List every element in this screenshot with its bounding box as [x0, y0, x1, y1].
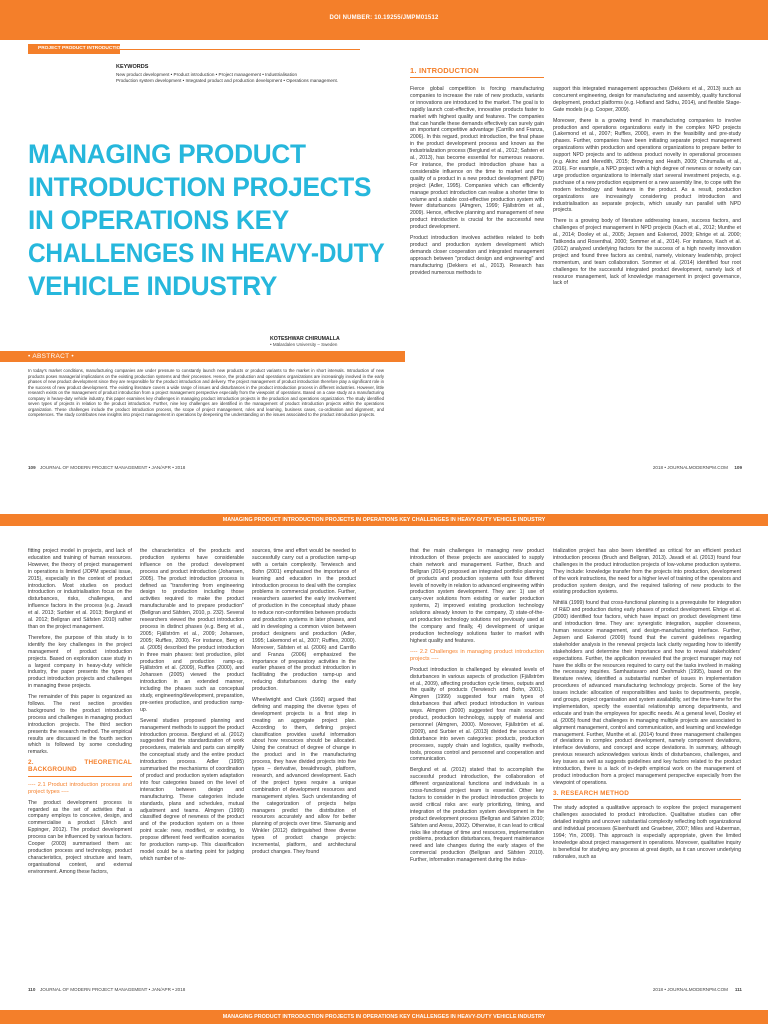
paragraph: that the main challenges in managing new product introduction of these projects are associated to supply chain network and management. Further, Bruch and Bellgran (2014) proposed an integrated portfolio planning of products and production systems with four different levels of novelty in relation to advanced engineering within production system development. They are: 1) use of carry-over solutions from existing or earlier production systems, 2) improved existing production technology solutions already known to the company, 3) state-of-the-art production technology solutions not previously used at the company and finally, 4) development of unique production technology solutions faster to market with highest quality and features. [410, 548, 544, 644]
subsection-heading-2-1: ---- 2.1 Product introduction process and project types ---- [28, 781, 132, 795]
header-tag-rule [120, 49, 360, 50]
paragraph: The study adopted a qualitative approach to explore the project management challenges associated to product introduction. Qualitative studies can offer detailed insights and uncover substantial complexity reflecting both organizational and individual processes (Eisenhardt and Graebner, 2007; Miles and Huberman, 1994; Yin, 2009). This approach is especially appropriate, given the limited knowledge about project management in operations. Moreover, qualitative inquiry is beneficial for studying any process at great depth, as it can uncover underlying rationales, such as [553, 805, 741, 860]
section-heading-3: 3. RESEARCH METHOD [553, 791, 741, 800]
bottom-bar [0, 1010, 768, 1024]
paragraph: Wheelwright and Clark (1992) argued that defining and mapping the diverse types of development projects is a first step in creating an aggregate project plan. According to them, defining project classification provides useful information about how resources should be allocated. Using the construct of degree of change in the product and in the manufacturing process, they have divided projects into five types – derivative, breakthrough, platform, research, and advanced development. Each of the project types require a unique combination of development resources and management styles. Such understanding of the categorization of projects helps managers predict the distribution of resources accurately and allow for better planning of projects over time. Slamanig and Winkler (2012) distinguished three diverse types of product change projects: incremental, platform, and architectural product changes. They found [252, 697, 356, 855]
column-3 [252, 548, 356, 860]
journal-site-right: 2018 • JOURNALMODERNPM.COM [652, 987, 728, 992]
column-4 [410, 548, 544, 868]
column-1 [28, 548, 132, 880]
page1-footer [0, 465, 768, 475]
column-5 [553, 548, 741, 864]
paragraph: Berglund et al. (2012) stated that to accomplish the successful product introduction, the collaboration of different organizational functions and individuals in a cross-functional project team is essential. Other key factors to consider in the product introduction projects to avoid critical risks are: early prioritizing, timing, and integration of the production system development in the product development process (Bellgran and Säfsten 2010; Säfsten and Aresu, 2002). Otherwise, it can lead to critical risks like shortage of time and resources, implementation problems, production disturbances, frequent maintenance need and late changes during the early stages of the commercial production (Bellgran and Säfsten 2010). Further, information management during the indus- [410, 767, 544, 864]
paragraph: Therefore, the purpose of this study is to identify the key challenges in the project management of product introduction projects. Based on exploration case study in a largest company in heavy-duty vehicle industry, the paper presents the types of product introduction projects and challenges in managing these projects. [28, 634, 132, 690]
abstract-bar [0, 351, 405, 362]
author-affiliation: • Mälardalen University – Sweden [270, 342, 338, 347]
title-line-1: MANAGING PRODUCT [28, 139, 306, 169]
subsection-heading-2-2: ---- 2.2 Challenges in managing product introduction projects ---- [410, 648, 544, 662]
abstract-label: • ABSTRACT • [28, 353, 74, 360]
column-2 [140, 548, 244, 867]
abstract-text: In today's market conditions, manufacturing companies are under pressure to constantly launch new products or product variants to the market in short intervals. Introduction of new products poses managerial implications on the existing production systems and their processes. Hence, the production and operations organizations are increasingly involved in the early phases of new product development since they are responsible for the product introduction and delivery. The project management of product introduction therefore play a significant role in the success of new product development. The existing literature covers a wide range of issues and disturbances in the product introduction process in different industries. However, little research exists on the management of product introduction from a project management perspective especially from the viewpoint of operations. Based on a case study at a manufacturing company in heavy-duty vehicle industry, this paper examines key challenges in managing product introduction projects in the production and operations organization. The study identified seven types of projects in relation to the product introduction. Further, nine key challenges are identified in the management of product introduction projects within the operations organization. These challenges include the product introduction process, the scope of project management, roles and learning, business cases, co-ordination and alignment, and competences. The study contributes new insights into project management in operations by deepening the understanding on the issues associated to the product introduction projects. [28, 368, 384, 418]
intro-column-2 [553, 86, 741, 291]
paragraph: trialization project has also been identified as critical for an efficient product introduction process (Bruch and Bellgran, 2013). Javadi et al. (2013) found four challenges in the product introduction projects of low-volume production systems. They include: knowledge transfer from the projects into production, development of the work instructions, the need for a higher level of training of the operators and production system design, and the required tailoring of new products to the existing production systems. [553, 548, 742, 596]
paragraph: sources, time and effort would be needed to successfully carry out a production ramp-up with a certain complexity. Terwiesch and Bohn (2001) emphasized the importance of learning and education in the product introduction process to deal with the complex problems in commercial production. Further, researchers asserted the early involvement of production in the conceptual study phase to reduce non-conformities between products and production systems in later phases, and aid in developing a common vision between product designers and production (Adler, 1995; Lakemond et al., 2007; Ruffles, 2000). Moreover, Säfsten et al. (2006) and Carrillo and Franza (2006) emphasized the importance of preparatory activities in the earlier phases of the product introduction in facilitating the production ramp-up and reducing disturbances during the early production. [252, 548, 356, 693]
section-heading-2: 2. THEORETICAL BACKGROUND [28, 760, 132, 776]
title-line-4: CHALLENGES IN HEAVY-DUTY [28, 238, 385, 268]
running-header-text: MANAGING PRODUCT INTRODUCTION PROJECTS IN OPERATIONS KEY CHALLENGES IN HEAVY-DUTY VEHICLE INDUSTRY [222, 517, 546, 523]
author-name: KOTESHWAR CHIRUMALLA [270, 336, 340, 342]
paragraph: The remainder of this paper is organized as follows. The next section provides background to the product introduction process and challenges in managing product introduction projects. The third section presents the research method. The empirical results are discussed in the fourth section which is followed by some concluding remarks. [28, 694, 132, 756]
keywords-block [116, 64, 396, 84]
journal-name-left: JOURNAL OF MODERN PROJECT MANAGEMENT • JAN/APR • 2018 [40, 465, 186, 470]
doi-text: DOI NUMBER: 10.19255/JMPM01512 [329, 15, 439, 21]
bottom-bar-text: MANAGING PRODUCT INTRODUCTION PROJECTS IN OPERATIONS KEY CHALLENGES IN HEAVY-DUTY VEHICLE INDUSTRY [222, 1014, 546, 1020]
paragraph: Nihtilä (1999) found that cross-functional planning is a prerequisite for integration of R&D and production during early phases of product development. Ehrige et al. (2000) identified four factors, which have impact on product development time and introduction time. They are: synergistic integration, supplier closeness, human resource management, and design-manufacturing interface. Further, Jepsen and Eskerod (2009) found that the current guidelines regarding stakeholder analysis in the renewal projects lack clarity regarding how to identify stakeholders and determine their importance and how to reveal stakeholders' expectations. Further, the application revealed that the project manager may not have the skills or the resources required to carry out the tasks involved in making the necessary inquiries. Samhastavaro and Deshmukh (1995), based on the literature review, identified a substantial number of issues in implementation procedures of advanced manufacturing technology projects. Some of the key issues include: allocation of responsibilities and tasks to departments, people, and groups, project organisation and system availability, set the time-frame for the implementation, specify the essential relationship among departments, and educate and train the employees for specific needs. At a general level, Dooley et al. (2005) found that challenges in managing multiple projects are associated to alignment management, control and communication, and learning and knowledge management. Further, Munthe et al. (2014) found three management challenges of deviations in complex product development, namely component deviations, interface deviations, and concept and scope deviations. In summary, although previous research acknowledges various kinds of disturbances, challenges, and key issues as well as suggests guidelines and key factors related to the product introduction, there is a lack of in-depth empirical work on the management of product introduction from a project management perspective especially from the viewpoint of operations. [553, 600, 741, 786]
title-line-3: IN OPERATIONS KEY [28, 205, 289, 235]
page2-footer [0, 987, 768, 997]
paragraph: Product introduction is challenged by elevated levels of disturbances in various aspects of production (Fjällström et al., 2009), affecting production cycle times, outputs and the quality of products (Terwiesch and Bohn, 2001). Almgren (1999) suggested four main types of disturbances that affect product introduction in various ways. Almgren (2000) suggested four main sources: product, production technology, supply of material and personnel (Almgren, 2000). Moreover, Fjällström et al. (2009), and Surbier et al. (2013) divided the sources of disturbance into seven categories: products, production processes, supply chain and logistics, quality methods, tools, process control and personnel and cooperation and communication. [410, 666, 544, 763]
journal-site-right: 2018 • JOURNALMODERNPM.COM [652, 465, 728, 470]
page-number-left: 109 [28, 465, 36, 470]
paragraph: the characteristics of the products and production systems have considerable influence on the product development process and product introduction (Johansen, 2005). The product introduction process is defined as "transferring from engineering design to production including those activities required to make the product manufacturable and to prepare production" (Bellgran and Säfsten, 2010, p. 232). Several researchers viewed the product introduction process in distinct phases (e.g. Berg et al., 2005; Fjällström et al., 2009; Johansen, 2005; Ruffles, 2000). For instance, Berg et al. (2005) described the product introduction in three main phases: test production, pilot production and production ramp-up. Fjällström et al. (2009), Ruffles (2000), and Johansen (2005) viewed the product introduction in an extended manner, including the phases such as conceptual study, engineering/development, preparation, pre-series production, and production ramp-up. [140, 548, 244, 713]
paragraph: Several studies proposed planning and management methods to support the product introduction process. Berglund et al. (2012) suggested that the standardization of work procedures, materials and parts can simplify the conceptual study and the entire product introduction process. Adler (1995) summarised the mechanisms of coordination of product and production system adaptation into four categories based on the level of interaction between design and manufacturing. These categories include standards, plans and schedules, mutual adjustment and teams. Almgren (1999) classified degree of newness of the product and of the production system on a three point scale: new, modified, or existing, to propose different feed verification scenarios for production ramp-up. This classification model could be a starting point for judging which number of re- [140, 717, 244, 862]
paragraph: Moreover, there is a growing trend in manufacturing companies to involve production and operations organizations early in the complex NPD projects (Lakemond et al., 2007; Ruffles, 2000), even in the feasibility and pre-study phases. Further, companies have been initiating separate project management organizations within production and operations organizations to prepare better to support NPD projects and to address product novelty in operational processes (e.g. Akinc and Meredith, 2015; Browning and Heath, 2009; Chirumalla et al., 2016). For example, a NPD project with a high degree of newness or novelty can urge production organizations to internally start several investment projects, e.g. purchase of a new production equipment or a new assembly line, to cope with the modern technology and features in the product. As a result, production organizations are increasingly considering product introduction and industrialisation as separate projects, which usually run parallel with NPD projects. [553, 117, 741, 214]
page-spread-top [0, 0, 768, 500]
doi-bar [0, 0, 768, 40]
journal-name-left: JOURNAL OF MODERN PROJECT MANAGEMENT • JAN/APR • 2018 [40, 987, 186, 992]
paragraph: There is a growing body of literature addressing issues, success factors, and challenges of project management in NPD projects (Kach et al., 2012; Munthe et al., 2014; Dooley et al., 2005; Jepsen and Eskerod, 2009; Ehrige et al. 2000; Tatikonda and Rosenthal, 2000; Sommer et al., 2014). For instance, Kach et al. (2012) analyzed underlying factors for the success of a high novelty innovation project and found three factors as central, namely, visionary leadership, project momentum, and team collaboration. Sommer et al. (2014) identified four root challenges for the successful integrated product development, namely lack of resource management, lack of knowledge management in project governance, lack of [553, 218, 741, 287]
paragraph: Product introduction involves activities related to both product and production system development which demands closer cooperation and integrated management approach between "product design and engineering" and manufacturing (Dekkers et al., 2013). Research has provided numerous methods to [410, 235, 544, 276]
author-block [270, 336, 390, 347]
keywords-label: KEYWORDS [116, 64, 149, 70]
title-line-5: VEHICLE INDUSTRY [28, 271, 278, 301]
page-number-right: 111 [734, 987, 742, 992]
paragraph: support this integrated management approaches (Dekkers et al., 2013) such as concurrent engineering, design for manufacturing and assembly, quality functional deployment, product platforms (e.g. Hofland and Sidhu, 2014), and flexible Stage-Gate models (e.g. Cooper, 2009). [553, 86, 741, 113]
paragraph: fitting project model in projects, and lack of education and training of human resources. However, the theory of project management in operations is limited (JOPM special issue, 2015), especially in the context of product introduction. Most studies on product introduction or industrialisation focus on the disturbances, risks, challenges, and influence factors in the process (e.g. Javadi et al. 2013; Surbier et al. 2013; Berglund et al. 2012; Bellgran and Säfsten 2010) rather than on the project management. [28, 548, 132, 630]
running-header-bar [0, 514, 768, 526]
article-title [28, 138, 388, 303]
keywords-line-2: Production system development • Integrated product and production development • Operations management. [116, 78, 339, 83]
header-tag [28, 44, 124, 54]
title-line-2: INTRODUCTION PROJECTS [28, 172, 372, 202]
page-number-right: 109 [734, 465, 742, 470]
intro-column-1 [410, 86, 544, 280]
page-spread-bottom [0, 514, 768, 1024]
intro-heading: 1. INTRODUCTION [410, 66, 544, 78]
paragraph: The product development process is regarded as the set of activities that a company employs to conceive, design, and commercialise a product (Ulrich and Eppinger, 2012). The product development process can be influenced by various factors. Cooper (2003) summarised them as: production process and technology, product characteristics, project structure and team, organisational context, and external environment. Among these factors, [28, 799, 132, 875]
paragraph: Fierce global competition is forcing manufacturing companies to increase the rate of new products, variants or innovations are introduced to the market. The goal is to rapidly launch cost-effective, innovative products faster to market with highest quality and features. The companies that can handle these demands effectively can surely gain an important competitive advantage (Carrillo and Franza, 2006). In this regard, product introduction, the final phase in the product development process and known as the industrialization process (Berglund et al., 2012; Safsten et al., 2013), has become essential for numerous reasons. For instance, the product introduction phase has a considerable influence on the time to market and the quality of a product in a new product development (NPD) project (Adler, 1995). Companies which can efficiently manage product introduction can realise a shorter time to volume and a stable cost-effective production system with fewer disturbances (Almgren, 1999; Fjällström et al., 2009). Hence, effective planning and management of new product introduction is crucial for the successful new product development. [410, 86, 544, 231]
page-number-left: 110 [28, 987, 36, 992]
header-tag-label: PROJECT PRODUCT INTRODUCTION [38, 46, 124, 51]
keywords-line-1: New product development • Product introduction • Project management • Industrialisation [116, 72, 298, 77]
